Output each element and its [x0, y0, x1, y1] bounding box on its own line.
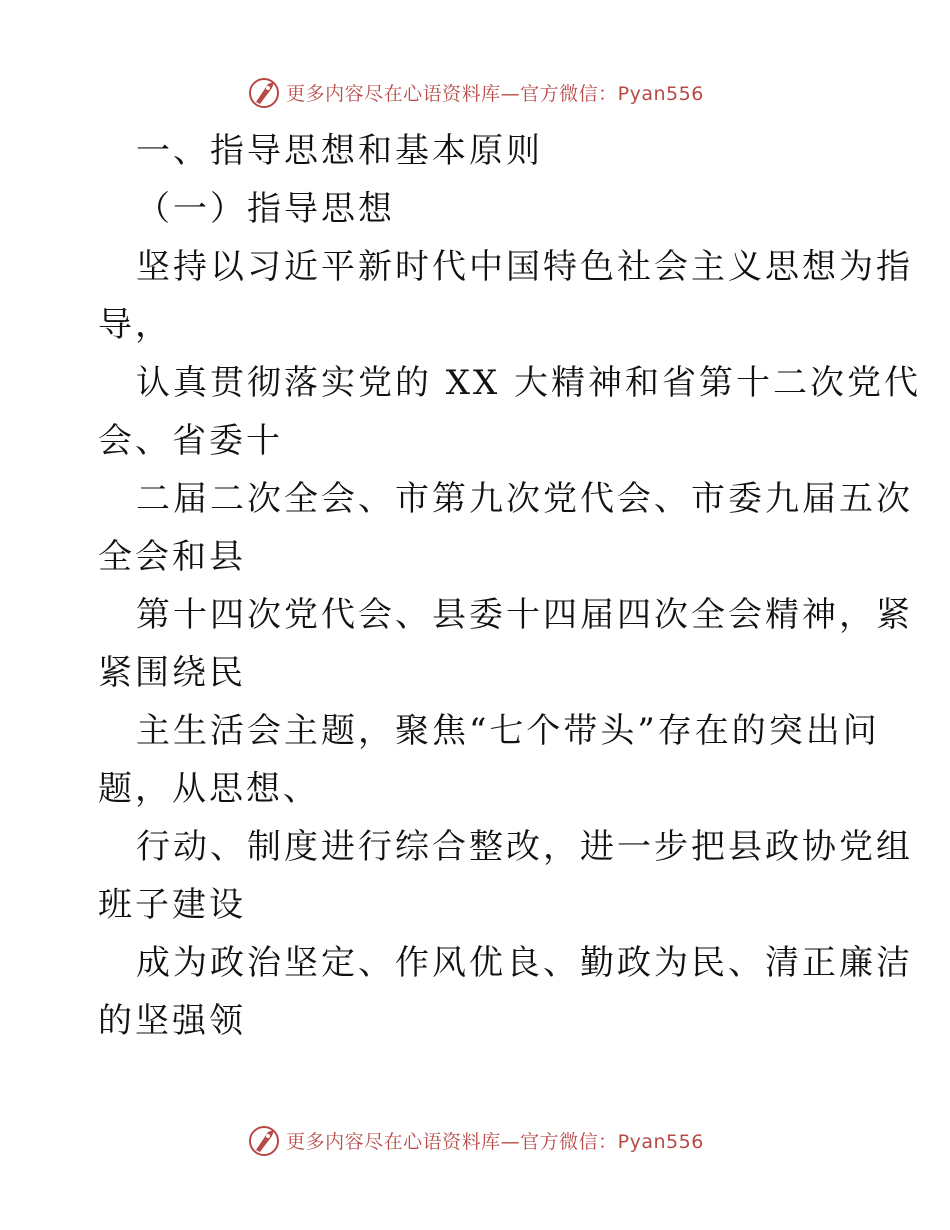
footer-watermark-text: 更多内容尽在心语资料库—官方微信：Pyan556	[286, 1130, 704, 1153]
text-line: 导，	[98, 305, 172, 345]
subsection-heading: （一）指导思想	[136, 189, 395, 229]
text-line: 坚持以习近平新时代中国特色社会主义思想为指	[136, 247, 913, 287]
text-line: 二届二次全会、市第九次党代会、市委九届五次	[136, 479, 913, 519]
footer-watermark	[0, 1120, 950, 1160]
text-line: 题，从思想、	[98, 769, 320, 809]
text-line: 行动、制度进行综合整改，进一步把县政协党组	[136, 827, 913, 867]
text-line: 会、省委十	[98, 421, 283, 461]
pen-nib-logo-icon	[246, 1122, 282, 1158]
text-line: 班子建设	[98, 885, 246, 925]
text-line: 紧围绕民	[98, 653, 246, 693]
pen-nib-logo-icon	[246, 74, 282, 110]
text-line: 第十四次党代会、县委十四届四次全会精神，紧	[136, 595, 913, 635]
document-body	[98, 122, 922, 1050]
text-line: 的坚强领	[98, 1001, 246, 1041]
section-heading: 一、指导思想和基本原则	[136, 131, 543, 171]
text-line: 认真贯彻落实党的 XX 大精神和省第十二次党代	[136, 363, 922, 403]
text-line: 全会和县	[98, 537, 246, 577]
text-line: 成为政治坚定、作风优良、勤政为民、清正廉洁	[136, 943, 913, 983]
header-watermark	[0, 72, 950, 112]
header-watermark-text: 更多内容尽在心语资料库—官方微信：Pyan556	[286, 82, 704, 105]
text-line: 主生活会主题，聚焦“七个带头”存在的突出问	[136, 711, 880, 751]
